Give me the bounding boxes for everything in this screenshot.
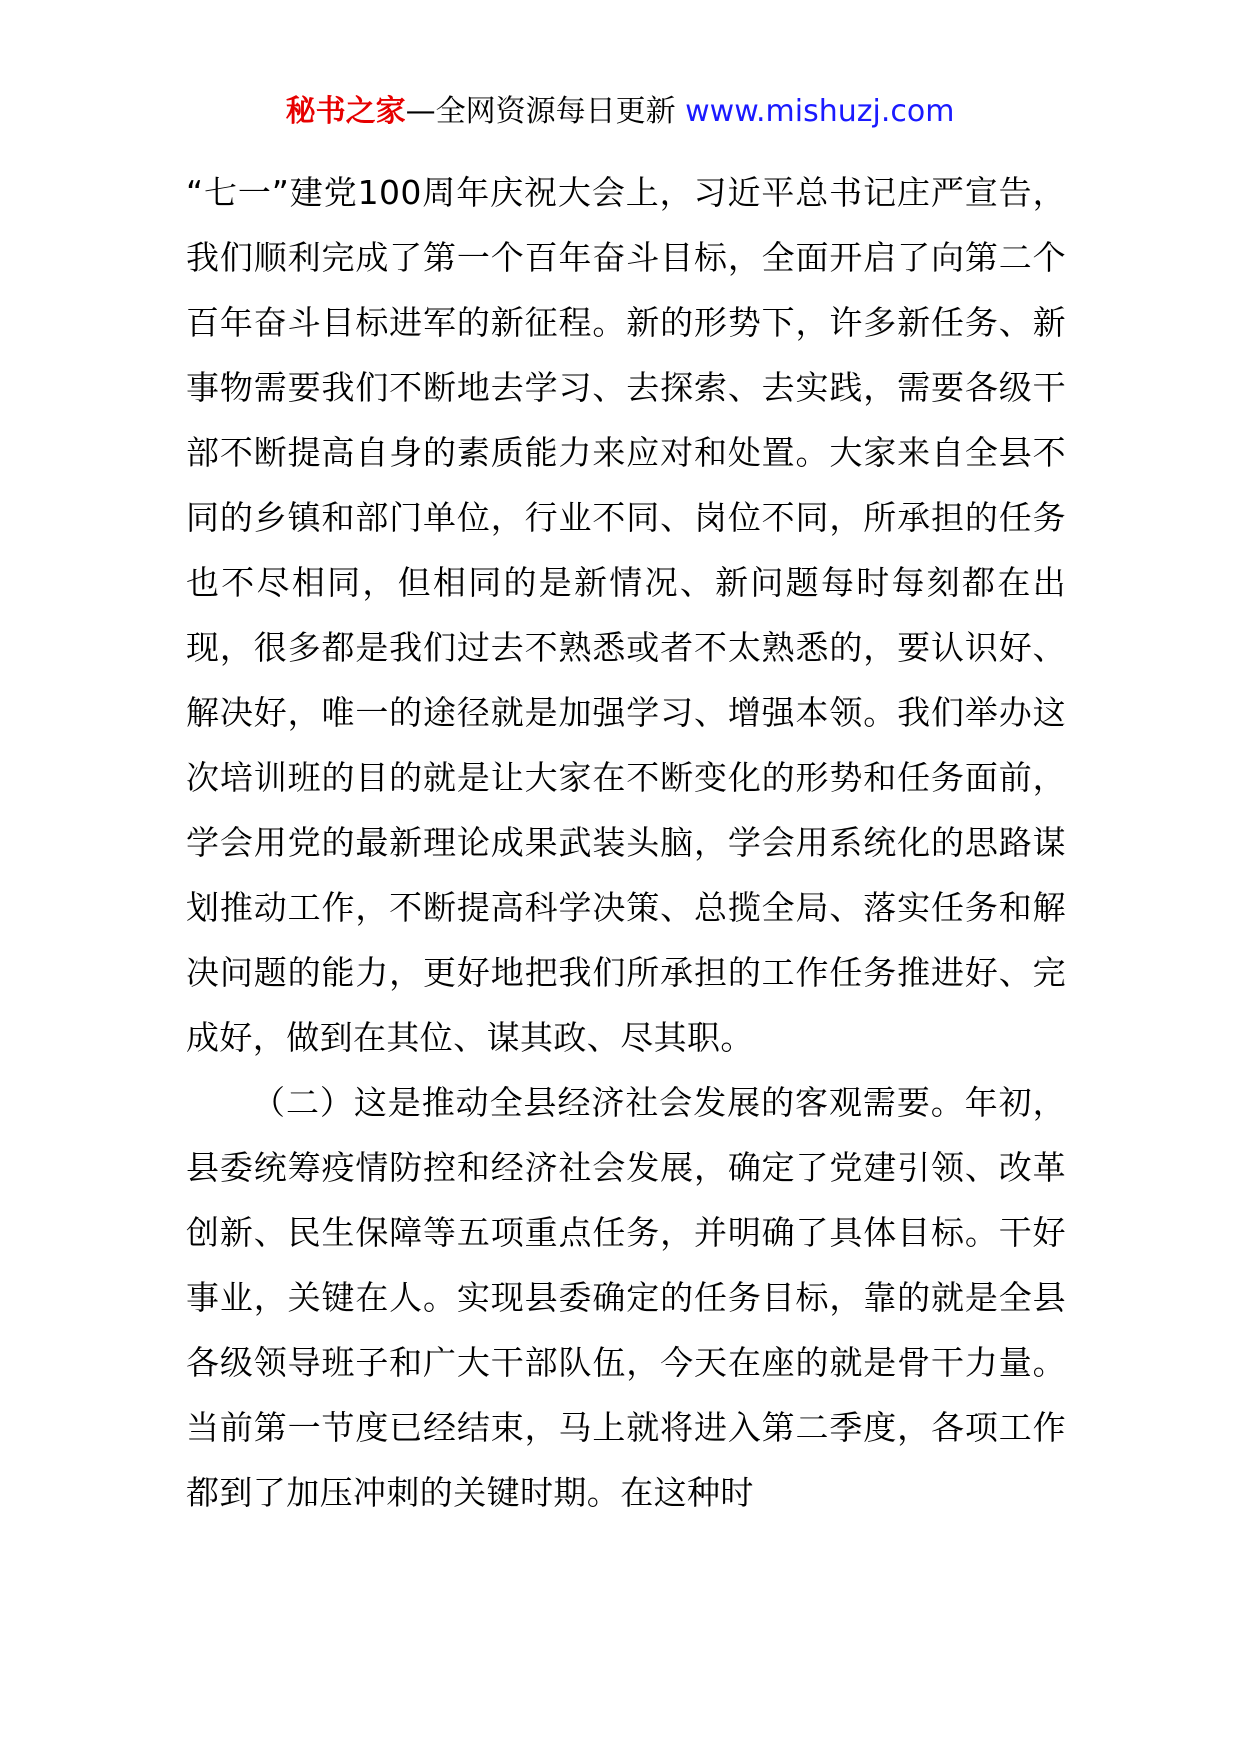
document-body xyxy=(186,160,1066,1525)
site-url-link[interactable]: www.mishuzj.com xyxy=(685,94,955,129)
paragraph-section-two: （二）这是推动全县经济社会发展的客观需要。年初，县委统筹疫情防控和经济社会发展，确定了党建引领、改革创新、民生保障等五项重点任务，并明确了具体目标。干好事业，关键在人。实现县委确定的任务目标，靠的就是全县各级领导班子和广大干部队伍，今天在座的就是骨干力量。当前第一节度已经结束，马上就将进入第二季度，各项工作都到了加压冲刺的关键时期。在这种时 xyxy=(186,1083,1066,1512)
page-header xyxy=(0,92,1240,132)
site-tagline: —全网资源每日更新 xyxy=(405,94,686,129)
paragraph-continued: “七一”建党100周年庆祝大会上，习近平总书记庄严宣告，我们顺利完成了第一个百年奋斗目标，全面开启了向第二个百年奋斗目标进军的新征程。新的形势下，许多新任务、新事物需要我们不断地去学习、去探索、去实践，需要各级干部不断提高自身的素质能力来应对和处置。大家来自全县不同的乡镇和部门单位，行业不同、岗位不同，所承担的任务也不尽相同，但相同的是新情况、新问题每时每刻都在出现，很多都是我们过去不熟悉或者不太熟悉的，要认识好、解决好，唯一的途径就是加强学习、增强本领。我们举办这次培训班的目的就是让大家在不断变化的形势和任务面前，学会用党的最新理论成果武装头脑，学会用系统化的思路谋划推动工作，不断提高科学决策、总揽全局、落实任务和解决问题的能力，更好地把我们所承担的工作任务推进好、完成好，做到在其位、谋其政、尽其职。 xyxy=(186,173,1066,1057)
site-brand: 秘书之家 xyxy=(285,94,406,129)
